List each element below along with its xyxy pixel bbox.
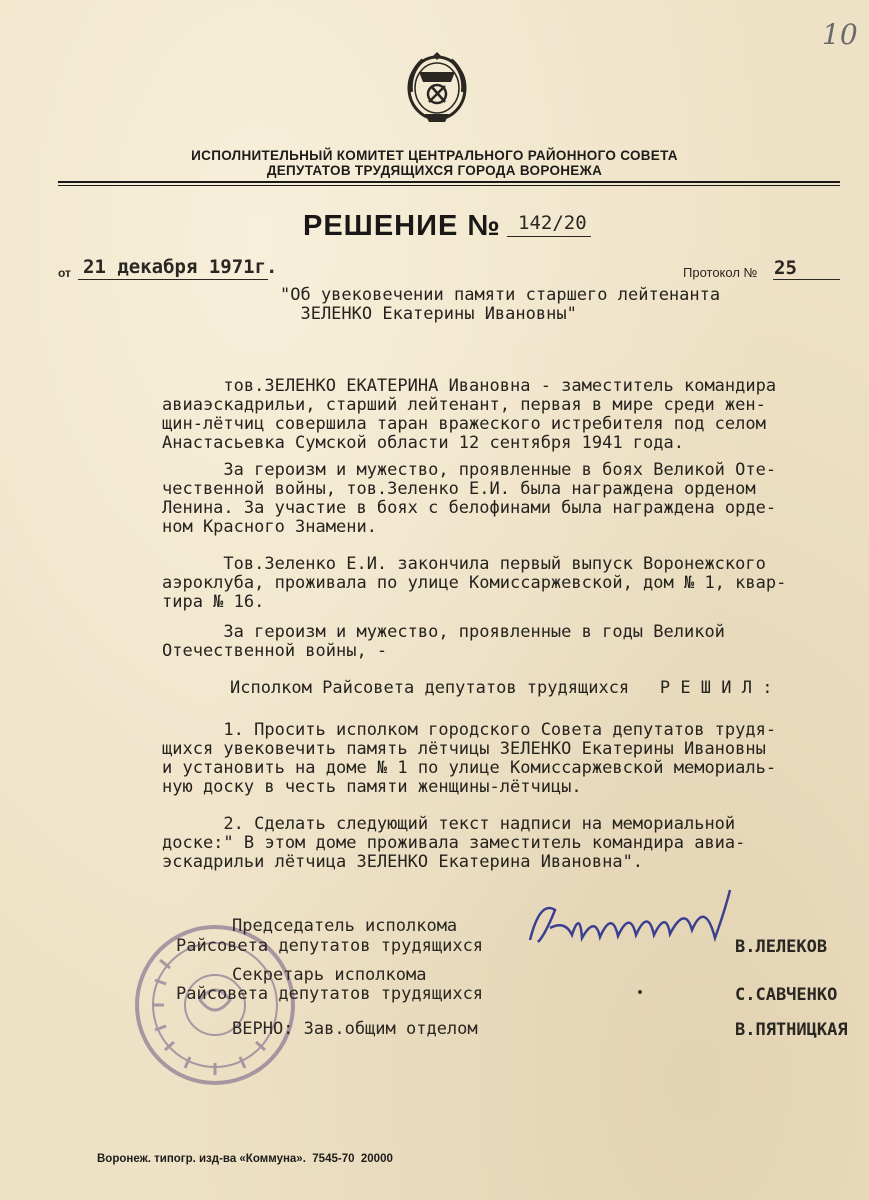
date-underline [78,279,268,280]
number-underline [507,236,591,237]
protocol-underline [773,279,840,280]
issuer-line-1: ИСПОЛНИТЕЛЬНЫЙ КОМИТЕТ ЦЕНТРАЛЬНОГО РАЙОННОГО СОВЕТА [191,148,678,163]
header-rule-thin [58,185,840,186]
resolution-item-2: 2. Сделать следующий текст надписи на мемориальной доске:" В этом доме проживала заместитель командира авиа- эскадрильи лётчица ЗЕЛЕНКО Екатерина Ивановна". [162,814,746,872]
chair-role-line-1: Председатель исполкома [232,916,458,936]
resolved-line: Исполком Райсовета депутатов трудящихся Р Е Ш И Л : [230,678,773,698]
resolution-item-1: 1. Просить исполком городского Совета депутатов трудя- щихся увековечить память лётчицы ЗЕЛЕНКО Екатерины Ивановны и установить на доме № 1 по улице Комиссаржевской мемориаль- ную доску в честь памяти женщины-лётчицы. [162,720,777,797]
verified-role: ВЕРНО: Зав.общим отделом [232,1019,478,1039]
secretary-role-line-1: Секретарь исполкома [232,965,427,985]
decision-date: 21 декабря 1971г. [83,256,278,278]
paragraph-2: За героизм и мужество, проявленные в боях Великой Оте- чественной войны, тов.Зеленко Е.И. была награждена орденом Ленина. За участие в боях с белофинами была награждена орде- ном Красного Знамени. [162,460,777,537]
secretary-role-line-2: Райсовета депутатов трудящихся [176,984,484,1004]
chair-name: В.ЛЕЛЕКОВ [735,937,828,957]
chair-role-line-2: Райсовета депутатов трудящихся [176,936,484,956]
verified-name: В.ПЯТНИЦКАЯ [735,1020,848,1040]
paragraph-4: За героизм и мужество, проявленные в годы Великой Отечественной войны, - [162,622,725,661]
signature-icon [520,880,750,960]
ink-dot [638,990,642,994]
page-number: 10 [822,18,858,51]
paragraph-3: Тов.Зеленко Е.И. закончила первый выпуск Воронежского аэроклуба, проживала по улице Комиссаржевской, дом № 1, квар- тира № 16. [162,554,787,612]
issuer-line-2: ДЕПУТАТОВ ТРУДЯЩИХСЯ ГОРОДА ВОРОНЕЖА [266,163,603,178]
header-rule [58,181,840,183]
secretary-name: С.САВЧЕНКО [735,985,838,1005]
decision-subject: "Об увековечении памяти старшего лейтенанта ЗЕЛЕНКО Екатерины Ивановны" [280,285,721,324]
printer-imprint: Воронеж. типогр. изд-ва «Коммуна». 7545-70 20000 [97,1153,393,1165]
paragraph-1: тов.ЗЕЛЕНКО ЕКАТЕРИНА Ивановна - заместитель командира авиаэскадрильи, старший лейтенант, первая в мире среди жен- щин-лётчиц совершила таран вражеского истребителя под селом Анастасьевка Сумской области 12 сентября 1941 года. [162,376,777,453]
date-prefix: от [58,266,71,280]
protocol-number: 25 [774,257,797,279]
decision-number: 142/20 [518,212,587,234]
state-emblem-icon [405,52,469,128]
document-title: РЕШЕНИЕ № [303,210,501,242]
protocol-label: Протокол № [683,265,758,280]
